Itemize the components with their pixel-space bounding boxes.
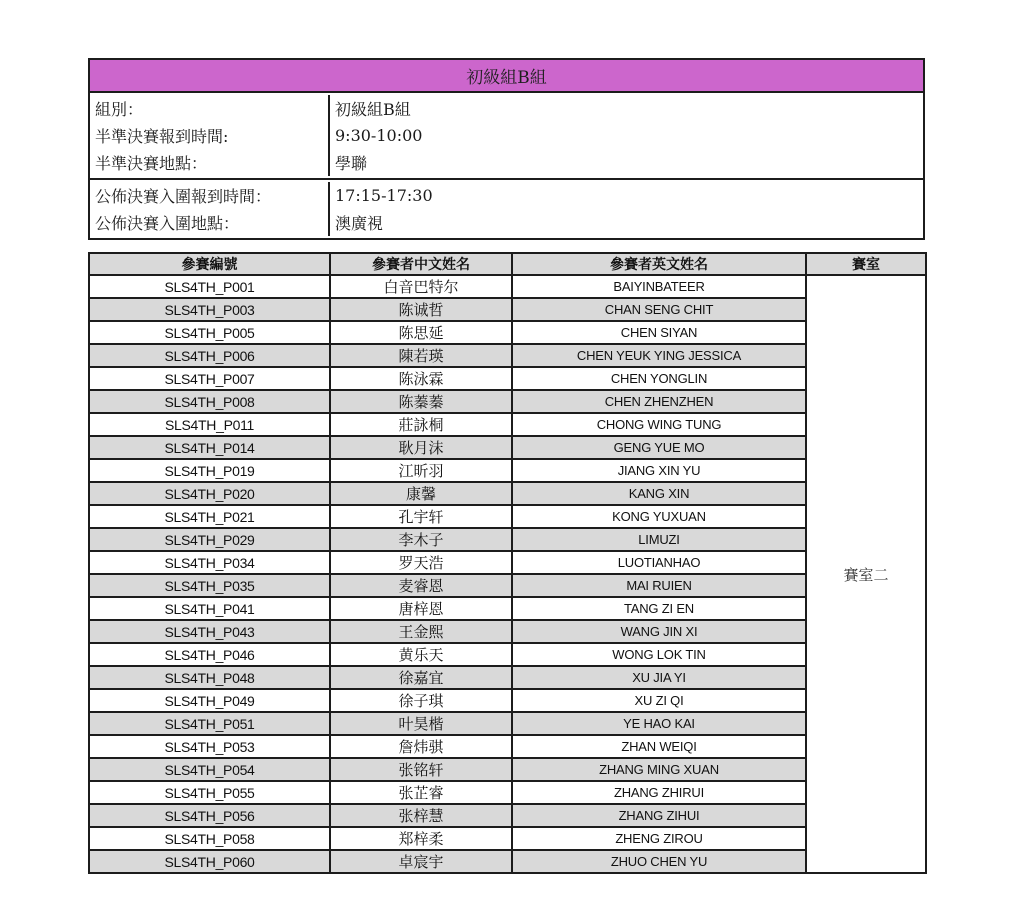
participant-name-en: ZHANG ZHIRUI (512, 781, 806, 804)
participant-name-zh: 陈思延 (330, 321, 512, 344)
table-row (89, 850, 926, 873)
participant-name-zh: 康馨 (330, 482, 512, 505)
final-announcement-time-value: 17:15-17:30 (335, 186, 433, 205)
participant-name-zh: 陳若瑛 (330, 344, 512, 367)
participant-name-zh: 黄乐天 (330, 643, 512, 666)
participant-id: SLS4TH_P043 (89, 620, 330, 643)
participant-id: SLS4TH_P029 (89, 528, 330, 551)
semifinal-info-section (90, 93, 923, 178)
participant-id: SLS4TH_P001 (89, 275, 330, 298)
participant-name-en: CHEN SIYAN (512, 321, 806, 344)
participant-id: SLS4TH_P021 (89, 505, 330, 528)
participant-name-en: CHEN YONGLIN (512, 367, 806, 390)
room-cell: 賽室二 (806, 275, 926, 873)
participant-id: SLS4TH_P055 (89, 781, 330, 804)
participant-name-zh: 唐梓恩 (330, 597, 512, 620)
participant-id: SLS4TH_P006 (89, 344, 330, 367)
semifinal-checkin-time-value: 9:30-10:00 (335, 126, 423, 145)
participant-id: SLS4TH_P011 (89, 413, 330, 436)
header-participant-id: 參賽編號 (89, 253, 330, 275)
participant-name-zh: 陈泳霖 (330, 367, 512, 390)
info-value-column (330, 95, 923, 176)
final-announcement-venue-value: 澳廣視 (335, 214, 384, 233)
participant-id: SLS4TH_P034 (89, 551, 330, 574)
table-row (89, 413, 926, 436)
participant-id: SLS4TH_P041 (89, 597, 330, 620)
table-row (89, 436, 926, 459)
participant-name-zh: 莊詠桐 (330, 413, 512, 436)
participant-name-zh: 叶昊楷 (330, 712, 512, 735)
participant-id: SLS4TH_P014 (89, 436, 330, 459)
participant-id: SLS4TH_P053 (89, 735, 330, 758)
table-row (89, 597, 926, 620)
participant-id: SLS4TH_P003 (89, 298, 330, 321)
header-row (89, 253, 926, 275)
participant-name-zh: 詹炜骐 (330, 735, 512, 758)
participant-roster-table (88, 252, 927, 874)
participant-name-en: GENG YUE MO (512, 436, 806, 459)
table-row (89, 551, 926, 574)
participant-name-en: XU JIA YI (512, 666, 806, 689)
participant-id: SLS4TH_P054 (89, 758, 330, 781)
participant-name-en: CHEN ZHENZHEN (512, 390, 806, 413)
table-row (89, 620, 926, 643)
participant-id: SLS4TH_P008 (89, 390, 330, 413)
table-row (89, 689, 926, 712)
participant-name-zh: 白音巴特尔 (330, 275, 512, 298)
semifinal-venue-value: 學聯 (335, 154, 368, 173)
group-info-table (88, 58, 925, 240)
participant-id: SLS4TH_P056 (89, 804, 330, 827)
header-name-zh: 參賽者中文姓名 (330, 253, 512, 275)
participant-id: SLS4TH_P035 (89, 574, 330, 597)
participant-name-zh: 徐子琪 (330, 689, 512, 712)
table-row (89, 574, 926, 597)
group-title: 初級組B組 (466, 68, 547, 88)
participant-id: SLS4TH_P049 (89, 689, 330, 712)
participant-name-zh: 张芷睿 (330, 781, 512, 804)
group-value: 初級組B組 (335, 100, 411, 119)
table-row (89, 275, 926, 298)
participant-id: SLS4TH_P060 (89, 850, 330, 873)
table-row (89, 298, 926, 321)
group-title-bar (90, 60, 923, 93)
roster-header (89, 253, 926, 275)
table-row (89, 321, 926, 344)
semifinal-venue-label: 半準決賽地點： (95, 154, 208, 173)
participant-id: SLS4TH_P020 (89, 482, 330, 505)
participant-name-en: KANG XIN (512, 482, 806, 505)
roster-body (89, 275, 926, 873)
table-row (89, 459, 926, 482)
table-row (89, 367, 926, 390)
table-row (89, 735, 926, 758)
participant-id: SLS4TH_P005 (89, 321, 330, 344)
participant-name-en: ZHENG ZIROU (512, 827, 806, 850)
table-row (89, 666, 926, 689)
table-row (89, 781, 926, 804)
participant-name-en: LIMUZI (512, 528, 806, 551)
table-row (89, 643, 926, 666)
final-announcement-time-label: 公佈決賽入圍報到時間： (95, 187, 272, 206)
participant-name-zh: 麦睿恩 (330, 574, 512, 597)
participant-name-en: CHEN YEUK YING JESSICA (512, 344, 806, 367)
participant-name-zh: 卓宸宇 (330, 850, 512, 873)
participant-id: SLS4TH_P048 (89, 666, 330, 689)
participant-name-en: ZHUO CHEN YU (512, 850, 806, 873)
participant-name-zh: 罗天浩 (330, 551, 512, 574)
participant-name-en: XU ZI QI (512, 689, 806, 712)
participant-name-en: BAIYINBATEER (512, 275, 806, 298)
participant-name-zh: 徐嘉宜 (330, 666, 512, 689)
table-row (89, 804, 926, 827)
info-label-column (90, 182, 330, 236)
participant-name-en: WONG LOK TIN (512, 643, 806, 666)
participant-id: SLS4TH_P051 (89, 712, 330, 735)
participant-name-zh: 陈蓁蓁 (330, 390, 512, 413)
participant-name-en: LUOTIANHAO (512, 551, 806, 574)
participant-id: SLS4TH_P058 (89, 827, 330, 850)
participant-name-en: TANG ZI EN (512, 597, 806, 620)
participant-name-zh: 江昕羽 (330, 459, 512, 482)
final-announcement-venue-label: 公佈決賽入圍地點： (95, 214, 240, 233)
participant-name-en: MAI RUIEN (512, 574, 806, 597)
participant-id: SLS4TH_P019 (89, 459, 330, 482)
table-row (89, 505, 926, 528)
participant-name-zh: 王金熙 (330, 620, 512, 643)
participant-name-en: JIANG XIN YU (512, 459, 806, 482)
header-name-en: 參賽者英文姓名 (512, 253, 806, 275)
participant-name-en: CHONG WING TUNG (512, 413, 806, 436)
participant-name-zh: 郑梓柔 (330, 827, 512, 850)
participant-name-zh: 张铭轩 (330, 758, 512, 781)
participant-name-en: KONG YUXUAN (512, 505, 806, 528)
participant-name-en: ZHAN WEIQI (512, 735, 806, 758)
participant-name-zh: 李木子 (330, 528, 512, 551)
semifinal-checkin-time-label: 半準決賽報到時間: (95, 127, 229, 146)
participant-name-zh: 张梓慧 (330, 804, 512, 827)
participant-name-en: CHAN SENG CHIT (512, 298, 806, 321)
participant-name-en: YE HAO KAI (512, 712, 806, 735)
participant-id: SLS4TH_P007 (89, 367, 330, 390)
participant-name-zh: 孔宇轩 (330, 505, 512, 528)
table-row (89, 482, 926, 505)
participant-name-zh: 陈诚哲 (330, 298, 512, 321)
participant-name-en: WANG JIN XI (512, 620, 806, 643)
participant-name-en: ZHANG ZIHUI (512, 804, 806, 827)
participant-name-zh: 耿月沫 (330, 436, 512, 459)
info-value-column (330, 182, 923, 236)
table-row (89, 344, 926, 367)
table-row (89, 528, 926, 551)
table-row (89, 390, 926, 413)
group-label: 組別： (95, 100, 144, 119)
participant-name-en: ZHANG MING XUAN (512, 758, 806, 781)
table-row (89, 827, 926, 850)
table-row (89, 758, 926, 781)
final-announcement-section (90, 178, 923, 238)
info-label-column (90, 95, 330, 176)
participant-id: SLS4TH_P046 (89, 643, 330, 666)
table-row (89, 712, 926, 735)
header-room: 賽室 (806, 253, 926, 275)
